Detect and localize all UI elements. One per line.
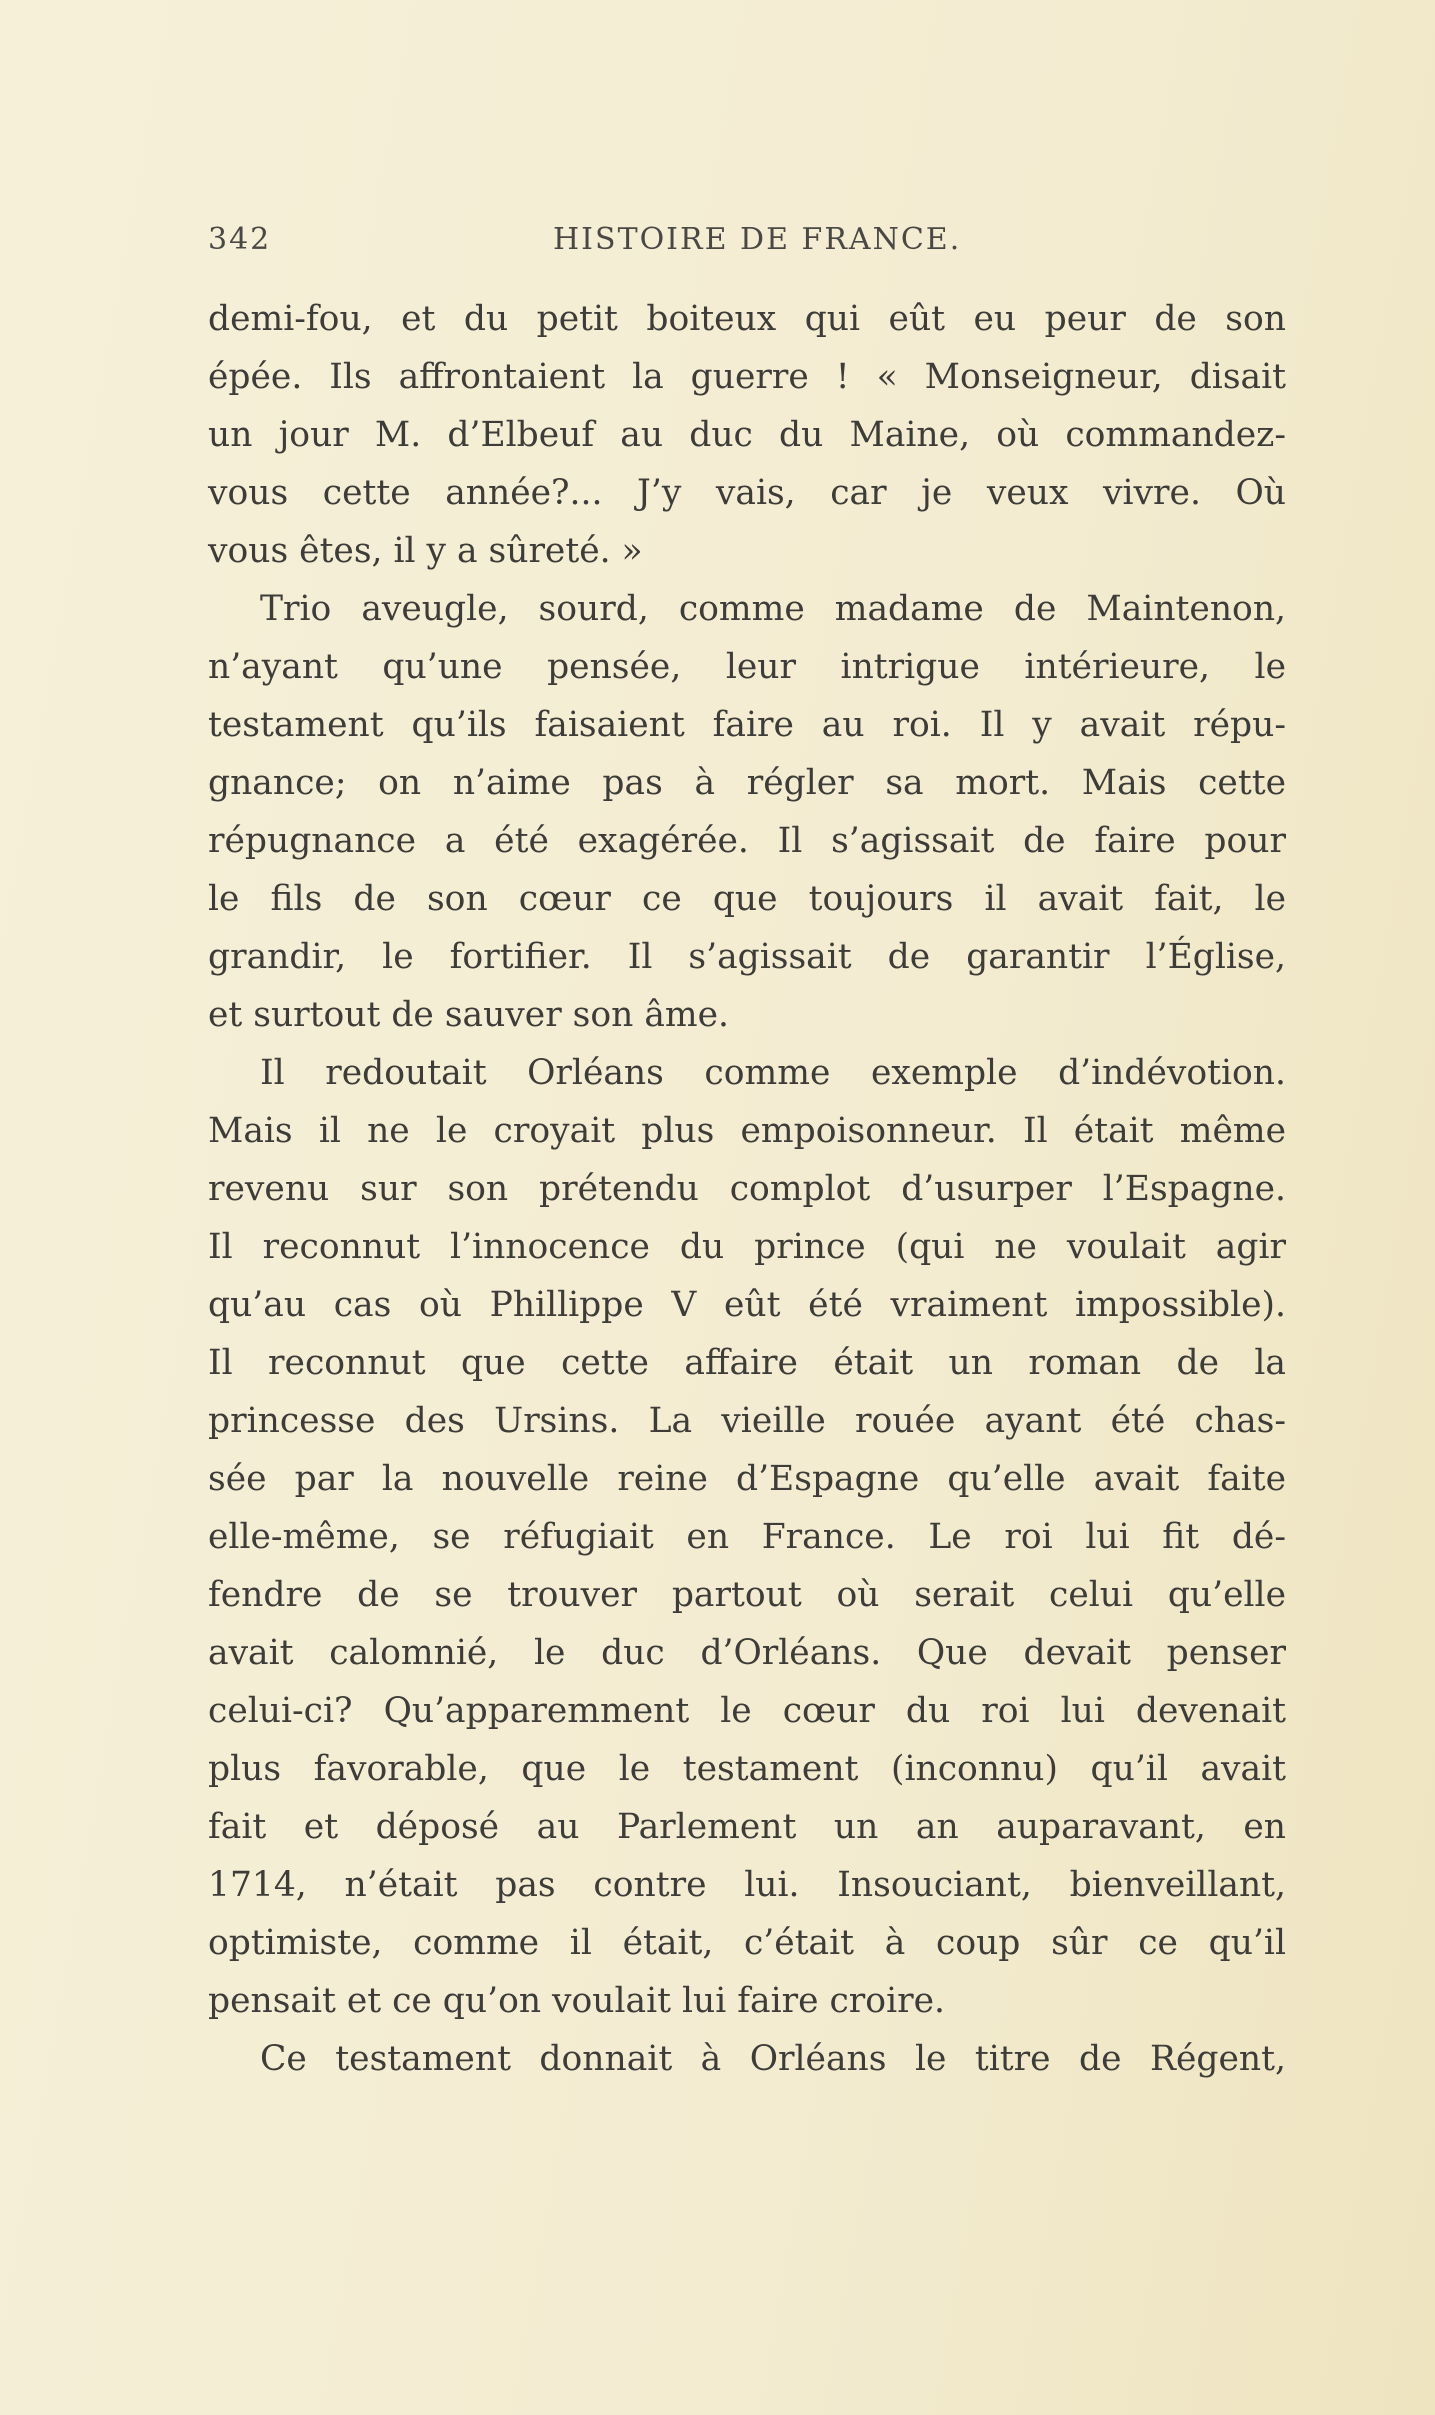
text-line: et surtout de sauver son âme. [208,995,730,1035]
text-line: répugnance a été exagérée. Il s’agissait de faire pour [208,821,1286,861]
text-line: vous êtes, il y a sûreté. » [208,531,643,571]
text-line: Il redoutait Orléans comme exemple d’indévotion. [260,1053,1286,1093]
text-line: elle-même, se réfugiait en France. Le roi lui fit dé- [208,1517,1286,1557]
text-line: optimiste, comme il était, c’était à coup sûr ce qu’il [208,1923,1286,1963]
text-line: gnance; on n’aime pas à régler sa mort. Mais cette [208,763,1286,803]
text-line: sée par la nouvelle reine d’Espagne qu’elle avait faite [208,1459,1286,1499]
text-line: qu’au cas où Phillippe V eût été vraiment impossible). [208,1285,1286,1325]
text-line: fait et déposé au Parlement un an auparavant, en [208,1807,1286,1847]
text-line: princesse des Ursins. La vieille rouée ayant été chas- [208,1401,1286,1441]
text-line: pensait et ce qu’on voulait lui faire croire. [208,1981,945,2021]
text-line: testament qu’ils faisaient faire au roi. Il y avait répu- [208,705,1286,745]
text-line: Mais il ne le croyait plus empoisonneur. Il était même [208,1111,1286,1151]
text-line: 1714, n’était pas contre lui. Insouciant, bienveillant, [208,1865,1286,1905]
body-text [208,290,1286,2088]
text-line: demi-fou, et du petit boiteux qui eût eu peur de son [208,299,1286,339]
text-line: Trio aveugle, sourd, comme madame de Maintenon, [260,589,1286,629]
page-number: 342 [208,222,272,257]
text-line: n’ayant qu’une pensée, leur intrigue intérieure, le [208,647,1286,687]
text-line: vous cette année?... J’y vais, car je veux vivre. Où [208,473,1286,513]
text-line: fendre de se trouver partout où serait celui qu’elle [208,1575,1286,1615]
text-line: avait calomnié, le duc d’Orléans. Que devait penser [208,1633,1286,1673]
text-line: le fils de son cœur ce que toujours il avait fait, le [208,879,1286,919]
text-line: Il reconnut l’innocence du prince (qui ne voulait agir [208,1227,1286,1267]
text-line: Ce testament donnait à Orléans le titre de Régent, [260,2039,1286,2079]
text-line: revenu sur son prétendu complot d’usurper l’Espagne. [208,1169,1286,1209]
text-line: grandir, le fortifier. Il s’agissait de garantir l’Église, [208,937,1286,977]
text-line: plus favorable, que le testament (inconnu) qu’il avait [208,1749,1286,1789]
text-line: un jour M. d’Elbeuf au duc du Maine, où commandez- [208,415,1286,455]
running-title: HISTOIRE DE FRANCE. [553,222,962,257]
text-line: celui-ci? Qu’apparemment le cœur du roi lui devenait [208,1691,1286,1731]
text-line: Il reconnut que cette affaire était un roman de la [208,1343,1286,1383]
text-line: épée. Ils affrontaient la guerre ! « Monseigneur, disait [208,357,1286,397]
page-header [208,222,1288,270]
